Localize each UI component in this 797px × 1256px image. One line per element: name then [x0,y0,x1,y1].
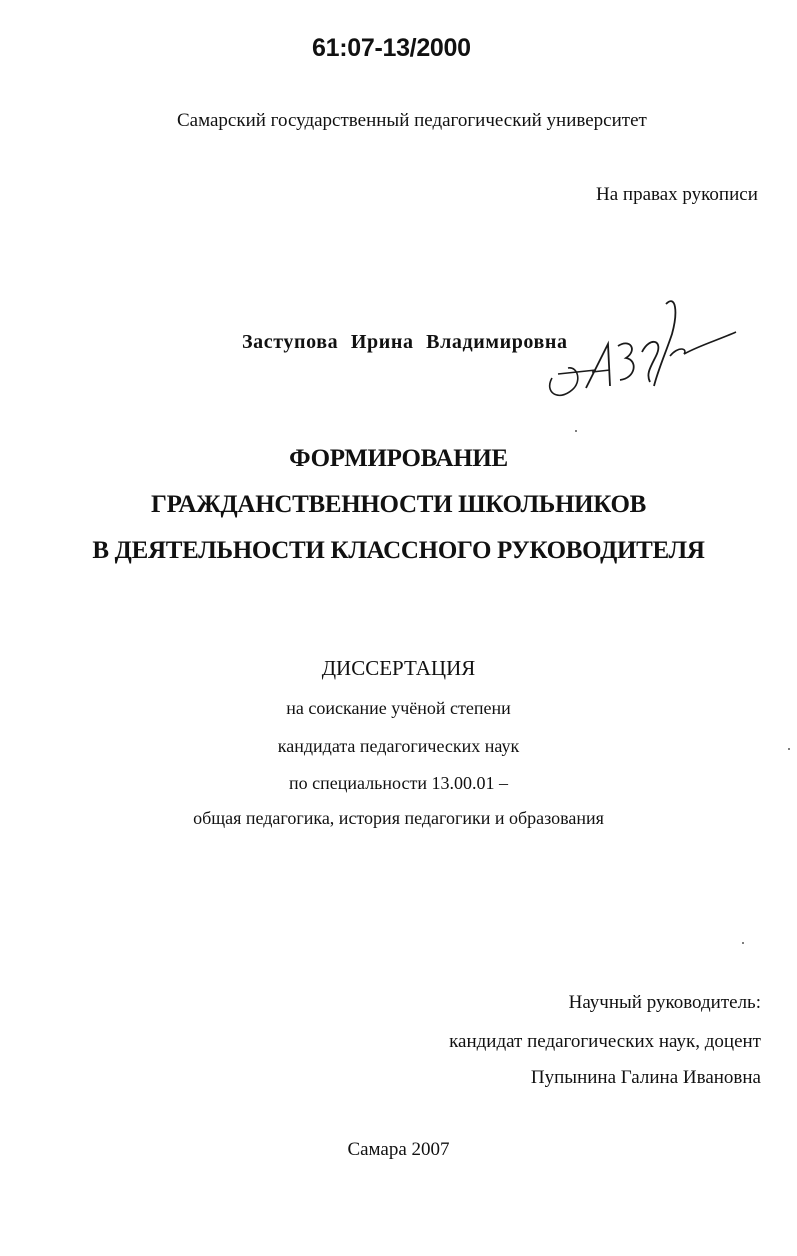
author-name: Заступова Ирина Владимировна [242,331,568,353]
degree-line-2: кандидата педагогических наук [277,736,520,756]
handwritten-signature [538,290,748,410]
city-year: Самара 2007 [347,1139,450,1160]
supervisor-label: Научный руководитель: [568,992,761,1013]
dissertation-type: ДИССЕРТАЦИЯ [321,656,476,680]
title-line-3: В ДЕЯТЕЛЬНОСТИ КЛАССНОГО РУКОВОДИТЕЛЯ [92,537,705,564]
degree-line-1: на соискание учёной степени [286,698,511,718]
title-line-2: ГРАЖДАНСТВЕННОСТИ ШКОЛЬНИКОВ [150,491,647,518]
scan-speck [575,430,577,432]
scan-speck [788,748,790,750]
manuscript-rights-note: На правах рукописи [596,184,758,205]
specialty-code-line: по специальности 13.00.01 – [289,773,508,793]
registry-code: 61:07-13/2000 [312,34,471,62]
supervisor-degree: кандидат педагогических наук, доцент [449,1031,761,1052]
title-line-1: ФОРМИРОВАНИЕ [289,445,508,472]
university-name: Самарский государственный педагогический университет [177,110,647,131]
supervisor-name: Пупынина Галина Ивановна [530,1067,761,1088]
specialty-name-line: общая педагогика, история педагогики и образования [193,808,604,828]
scan-speck [742,942,744,944]
